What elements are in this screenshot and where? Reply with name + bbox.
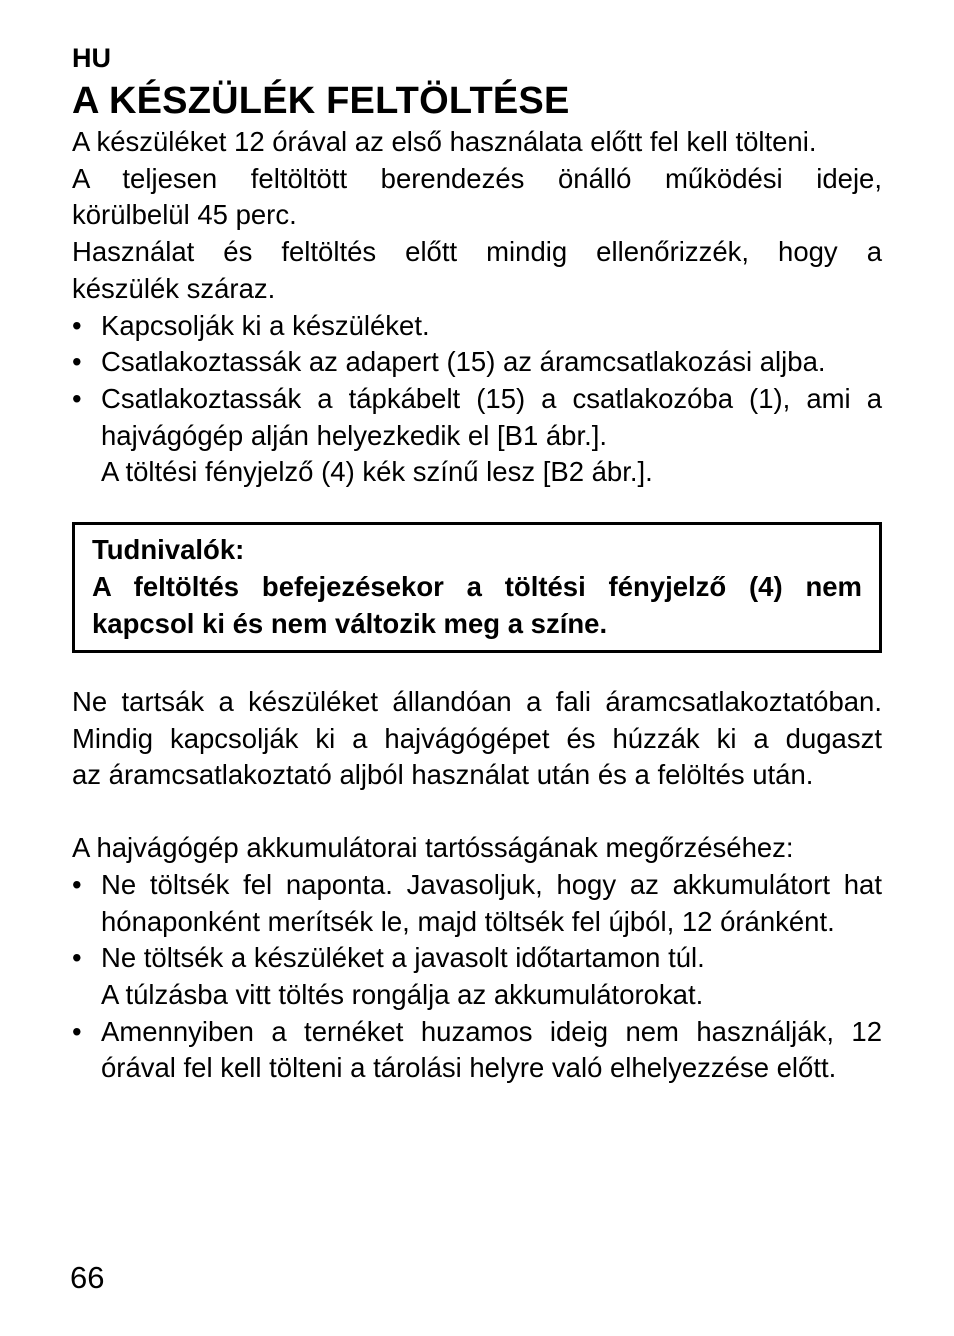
battery-tips-list (72, 867, 882, 1087)
list-item (72, 308, 882, 345)
intro-paragraph-2-line-1: A teljesen feltöltött berendezés önálló működési ideje, (72, 162, 882, 194)
bullet-icon: • (72, 382, 82, 414)
list-item (72, 940, 882, 1013)
list-item-line: Kapcsolják ki a készüléket. (101, 309, 430, 341)
warning-line-3: az áramcsatlakoztató aljból használat után és a felöltés után. (72, 759, 814, 791)
battery-intro: A hajvágógép akkumulátorai tartósságának megőrzéséhez: (72, 832, 794, 864)
manual-page (72, 40, 882, 1087)
notice-box (72, 522, 882, 653)
intro-paragraph-3 (72, 234, 882, 307)
list-item-line: Amennyiben a ternéket huzamos ideig nem használják, 12 (101, 1015, 882, 1047)
language-code: HU (72, 43, 111, 73)
bullet-icon: • (72, 868, 82, 900)
spacer (72, 794, 882, 830)
warning-line-1: Ne tartsák a készüléket állandóan a fali áramcsatlakoztatóban. (72, 686, 882, 718)
page-number: 66 (70, 1260, 105, 1295)
list-item-line: A túlzásba vitt töltés rongálja az akkumulátorokat. (101, 978, 704, 1010)
intro-paragraph-1: A készüléket 12 órával az első használata előtt fel kell tölteni. (72, 126, 817, 157)
intro-paragraph-2 (72, 161, 882, 234)
intro-paragraph-3-line-2: készülék száraz. (72, 272, 276, 304)
notice-text: A feltöltés befejezésekor a töltési fényjelző (4) nem kapcsol ki és nem változik meg a színe. (92, 571, 862, 640)
notice-heading: Tudnivalók: (92, 534, 245, 566)
bullet-icon: • (72, 942, 82, 974)
section-body (72, 124, 882, 1087)
list-item (72, 381, 882, 491)
warning-line-2: Mindig kapcsolják ki a hajvágógépet és húzzák ki a dugaszt (72, 722, 882, 754)
intro-paragraph-2-line-2: körülbelül 45 perc. (72, 199, 297, 231)
list-item-line: hajvágógép alján helyezkedik el [B1 ábr.]. (101, 419, 608, 451)
list-item-line: Csatlakoztassák a tápkábelt (15) a csatlakozóba (1), ami a (101, 382, 882, 414)
bullet-icon: • (72, 1015, 82, 1047)
list-item (72, 1014, 882, 1087)
list-item-line: Ne töltsék a készüléket a javasolt időtartamon túl. (101, 942, 705, 974)
intro-paragraph-3-line-1: Használat és feltöltés előtt mindig ellenőrizzék, hogy a (72, 236, 882, 268)
spacer (72, 653, 882, 684)
list-item-line: órával fel kell tölteni a tárolási helyre való elhelyezzése előtt. (101, 1052, 837, 1084)
warning-paragraph (72, 684, 882, 794)
list-item-line: hónaponként merítsék le, majd töltsék fel újból, 12 óránként. (101, 905, 835, 937)
charging-steps-list (72, 308, 882, 492)
list-item (72, 867, 882, 940)
list-item-line: Csatlakoztassák az adapert (15) az áramcsatlakozási aljba. (101, 346, 826, 378)
bullet-icon: • (72, 346, 82, 378)
section-title: A KÉSZÜLÉK FELTÖLTÉSE (72, 80, 570, 122)
list-item-line: A töltési fényjelző (4) kék színű lesz [B2 ábr.]. (101, 456, 653, 488)
bullet-icon: • (72, 309, 82, 341)
list-item-line: Ne töltsék fel naponta. Javasoljuk, hogy az akkumulátort hat (101, 868, 882, 900)
list-item (72, 344, 882, 381)
